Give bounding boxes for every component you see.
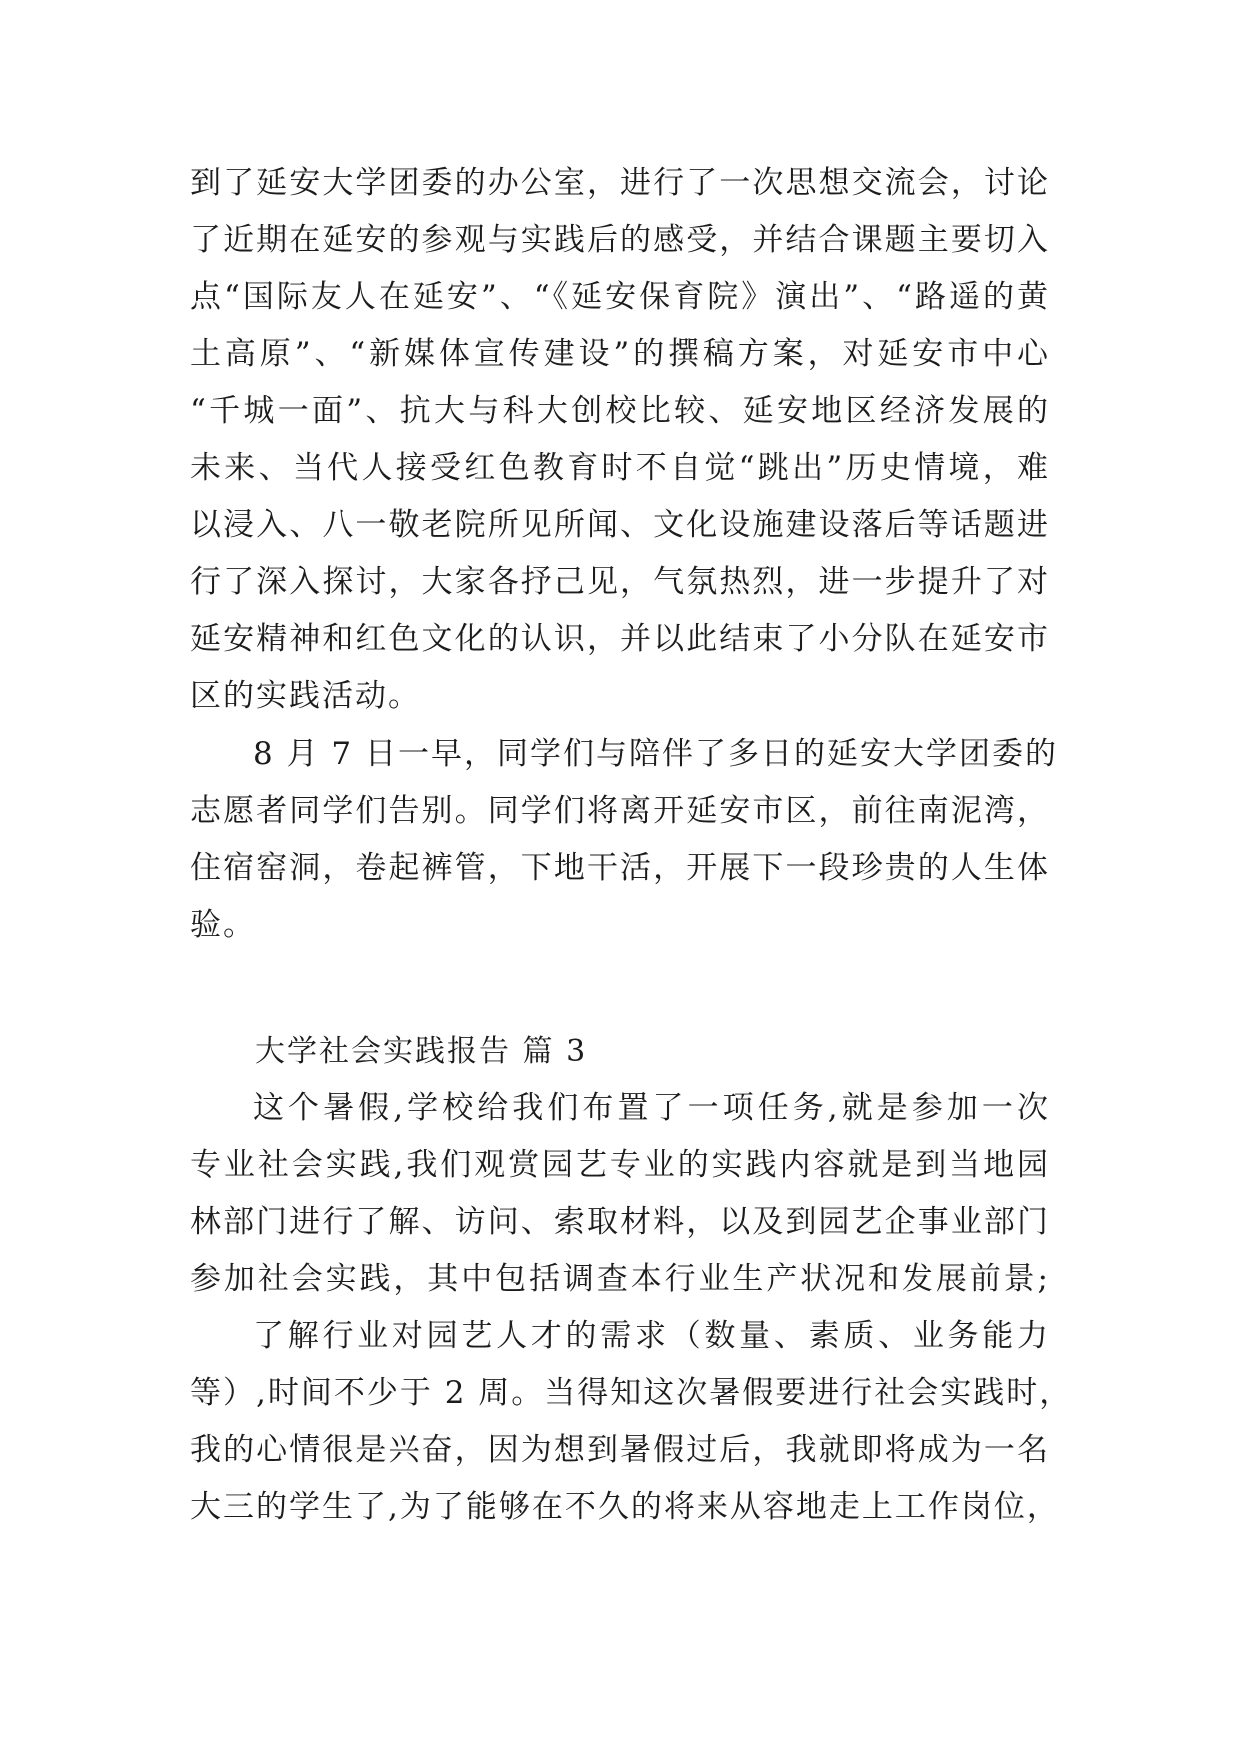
text-line: 以浸入、八一敬老院所见所闻、文化设施建设落后等话题进 xyxy=(190,507,1050,543)
paragraph-farewell-aug-7 xyxy=(190,726,1059,954)
text-line: 等）,时间不少于 2 周。当得知这次暑假要进行社会实践时， xyxy=(190,1375,1073,1411)
paragraph-industry-needs xyxy=(190,1308,1073,1536)
section-heading: 大学社会实践报告 篇 3 xyxy=(255,1034,588,1069)
text-line: 了近期在延安的参观与实践后的感受，并结合课题主要切入 xyxy=(190,222,1050,258)
paragraph-yanan-exchange-meeting xyxy=(190,155,1050,725)
text-line: 志愿者同学们告别。同学们将离开延安市区，前往南泥湾， xyxy=(190,793,1050,829)
paragraph-summer-task xyxy=(190,1080,1050,1308)
text-line: 林部门进行了解、访问、索取材料，以及到园艺企事业部门 xyxy=(190,1204,1050,1240)
text-line: 延安精神和红色文化的认识，并以此结束了小分队在延安市 xyxy=(190,621,1050,657)
text-line: 到了延安大学团委的办公室，进行了一次思想交流会，讨论 xyxy=(190,165,1050,201)
text-line: 专业社会实践,我们观赏园艺专业的实践内容就是到当地园 xyxy=(190,1147,1050,1183)
text-line: 大三的学生了,为了能够在不久的将来从容地走上工作岗位， xyxy=(190,1489,1060,1525)
text-line: 行了深入探讨，大家各抒己见，气氛热烈，进一步提升了对 xyxy=(190,564,1050,600)
text-line: 8 月 7 日一早，同学们与陪伴了多日的延安大学团委的 xyxy=(253,736,1059,772)
text-line: 未来、当代人接受红色教育时不自觉“跳出”历史情境，难 xyxy=(190,450,1050,486)
text-line: 区的实践活动。 xyxy=(190,678,421,714)
text-line: 参加社会实践，其中包括调查本行业生产状况和发展前景; xyxy=(190,1261,1050,1297)
text-line: 住宿窑洞，卷起裤管，下地干活，开展下一段珍贵的人生体 xyxy=(190,850,1050,886)
text-line: 点“国际友人在延安”、“《延安保育院》演出”、“路遥的黄 xyxy=(190,279,1050,315)
text-line: 我的心情很是兴奋，因为想到暑假过后，我就即将成为一名 xyxy=(190,1432,1050,1468)
text-line: 验。 xyxy=(190,907,256,943)
text-line: 这个暑假,学校给我们布置了一项任务,就是参加一次 xyxy=(253,1090,1050,1126)
text-line: 了解行业对园艺人才的需求（数量、素质、业务能力 xyxy=(253,1318,1050,1354)
text-line: “千城一面”、抗大与科大创校比较、延安地区经济发展的 xyxy=(190,393,1050,429)
text-line: 土高原”、“新媒体宣传建设”的撰稿方案，对延安市中心 xyxy=(190,336,1050,372)
